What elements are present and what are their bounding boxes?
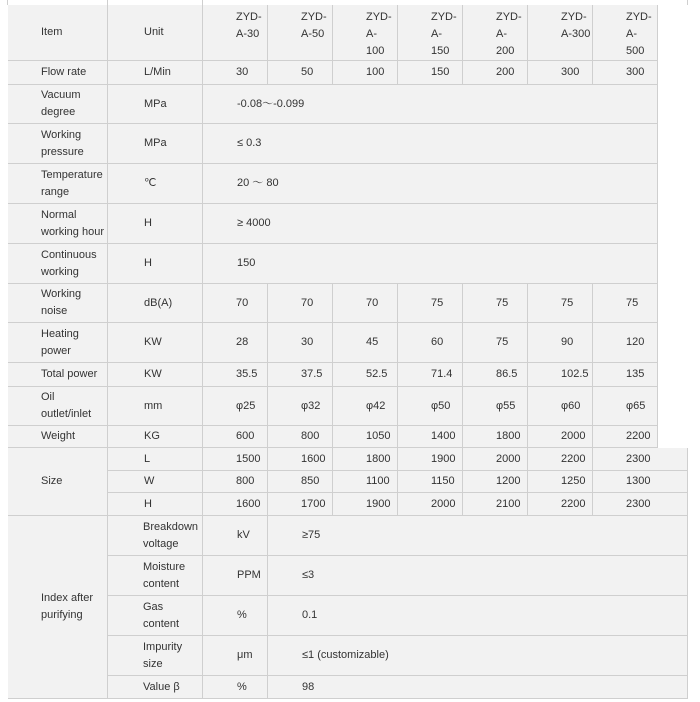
size-L-6-text: 2300 (626, 452, 651, 465)
cell-working_noise-6-text: 75 (626, 296, 639, 309)
cell-oil_outlet_inlet-3-text: φ50 (431, 399, 451, 412)
size-L-2-text: 1800 (366, 452, 391, 465)
cell-weight-5 (528, 426, 593, 448)
index-value-breakdown_voltage (268, 516, 688, 556)
row-unit-heating_power-text: KW (144, 336, 162, 348)
size-H-4-text: 2100 (496, 497, 521, 510)
size-W-6-text: 1300 (626, 475, 651, 487)
size-H-5-text: 2200 (561, 497, 586, 510)
row-unit-working_pressure-text: MPa (144, 137, 167, 149)
header-model-6 (593, 5, 658, 61)
row-unit-flow_rate-text: L/Min (144, 66, 171, 78)
cell-flow_rate-4-text: 200 (496, 66, 515, 78)
cell-heating_power-0-text: 28 (236, 336, 249, 348)
cell-total_power-0 (203, 363, 268, 387)
cell-working_noise-1-text: 70 (301, 296, 314, 309)
cell-flow_rate-2-text: 100 (366, 66, 385, 78)
size-W-4 (463, 471, 528, 493)
size-W-6 (593, 471, 688, 493)
size-label (8, 448, 108, 516)
cell-oil_outlet_inlet-1-text: φ32 (301, 399, 321, 412)
cell-oil_outlet_inlet-3 (398, 387, 463, 426)
row-label-vacuum_degree (8, 85, 108, 124)
cell-flow_rate-1 (268, 61, 333, 85)
cell-continuous_working (203, 244, 658, 284)
cell-heating_power-4-text: 75 (496, 336, 509, 348)
cell-flow_rate-5 (528, 61, 593, 85)
index-unit-value_beta (203, 676, 268, 699)
cell-working_noise-1 (268, 284, 333, 323)
cell-weight-1-text: 800 (301, 430, 320, 442)
row-unit-vacuum_degree-text: MPa (144, 97, 167, 110)
cell-oil_outlet_inlet-0 (203, 387, 268, 426)
cell-heating_power-3 (398, 323, 463, 363)
row-unit-oil_outlet_inlet (108, 387, 203, 426)
cell-total_power-3-text: 71.4 (431, 368, 453, 380)
size-L-2 (333, 448, 398, 471)
cell-oil_outlet_inlet-0-text: φ25 (236, 399, 256, 412)
cell-heating_power-1 (268, 323, 333, 363)
row-label-heating_power (8, 323, 108, 363)
cell-flow_rate-0-text: 30 (236, 66, 249, 78)
row-unit-total_power (108, 363, 203, 387)
index-unit-moisture_content (203, 556, 268, 596)
index-value-impurity_size-text: ≤1 (customizable) (302, 649, 389, 661)
cell-heating_power-5 (528, 323, 593, 363)
row-unit-continuous_working (108, 244, 203, 284)
row-label-normal_working_hour-text: Normal working hour (41, 208, 104, 238)
index-value-gas_content (268, 596, 688, 636)
header-model-4-text: ZYD- A- 200 (496, 11, 522, 57)
size-W-0-text: 800 (236, 475, 255, 487)
cell-oil_outlet_inlet-4 (463, 387, 528, 426)
cell-weight-6 (593, 426, 658, 448)
cell-weight-1 (268, 426, 333, 448)
cell-weight-0 (203, 426, 268, 448)
index-value-moisture_content-text: ≤3 (302, 569, 315, 581)
cell-total_power-6 (593, 363, 658, 387)
size-dim-W-text: W (144, 475, 155, 487)
size-dim-H (108, 493, 203, 516)
row-label-working_pressure (8, 124, 108, 164)
row-label-weight (8, 426, 108, 448)
index-label-value_beta-text: Value β (143, 680, 180, 693)
row-label-temperature_range (8, 164, 108, 204)
header-model-3 (398, 5, 463, 61)
header-model-3-text: ZYD- A- 150 (431, 11, 457, 57)
size-L-0-text: 1500 (236, 452, 261, 465)
cell-weight-3 (398, 426, 463, 448)
cell-normal_working_hour (203, 204, 658, 244)
index-label-gas_content-text: Gas content (143, 600, 180, 630)
cell-working_noise-2 (333, 284, 398, 323)
row-unit-continuous_working-text: H (144, 257, 152, 269)
size-H-4 (463, 493, 528, 516)
index-label-gas_content (108, 596, 203, 636)
index-unit-gas_content (203, 596, 268, 636)
index-label-value_beta (108, 676, 203, 699)
cell-total_power-4-text: 86.5 (496, 368, 518, 380)
row-label-heating_power-text: Heating power (41, 327, 79, 357)
cell-flow_rate-6 (593, 61, 658, 85)
size-W-5-text: 1250 (561, 475, 586, 487)
size-dim-L (108, 448, 203, 471)
index-unit-impurity_size-text: μm (237, 649, 253, 661)
index-unit-gas_content-text: % (237, 609, 247, 621)
cell-vacuum_degree-text: -0.08～-0.099 (237, 97, 305, 110)
index-label-moisture_content (108, 556, 203, 596)
size-W-2-text: 1100 (366, 475, 390, 487)
size-L-1 (268, 448, 333, 471)
cell-heating_power-3-text: 60 (431, 336, 444, 348)
row-label-continuous_working-text: Continuous working (41, 248, 97, 278)
row-label-oil_outlet_inlet (8, 387, 108, 426)
index-label-breakdown_voltage (108, 516, 203, 556)
cell-temperature_range (203, 164, 658, 204)
cell-flow_rate-0 (203, 61, 268, 85)
row-unit-normal_working_hour (108, 204, 203, 244)
size-W-3 (398, 471, 463, 493)
row-label-working_pressure-text: Working pressure (41, 128, 84, 158)
index-unit-impurity_size (203, 636, 268, 676)
index-label-moisture_content-text: Moisture content (143, 560, 186, 590)
cell-total_power-5-text: 102.5 (561, 368, 589, 380)
cell-oil_outlet_inlet-6-text: φ65 (626, 399, 646, 412)
cell-flow_rate-3 (398, 61, 463, 85)
cell-flow_rate-3-text: 150 (431, 66, 450, 78)
index-label (8, 516, 108, 699)
size-dim-L-text: L (144, 452, 151, 465)
cell-total_power-1 (268, 363, 333, 387)
size-H-1-text: 1700 (301, 497, 326, 510)
cell-total_power-5 (528, 363, 593, 387)
size-H-0 (203, 493, 268, 516)
size-dim-W (108, 471, 203, 493)
size-W-4-text: 1200 (496, 475, 521, 487)
cell-total_power-1-text: 37.5 (301, 368, 323, 380)
row-label-flow_rate-text: Flow rate (41, 66, 87, 78)
cell-working_pressure-text: ≤ 0.3 (237, 137, 262, 149)
row-label-weight-text: Weight (41, 430, 76, 442)
cell-heating_power-2-text: 45 (366, 336, 379, 348)
size-H-2 (333, 493, 398, 516)
cell-working_noise-0 (203, 284, 268, 323)
row-label-oil_outlet_inlet-text: Oil outlet/inlet (41, 391, 92, 420)
size-W-1 (268, 471, 333, 493)
row-unit-working_noise (108, 284, 203, 323)
cell-heating_power-1-text: 30 (301, 336, 314, 348)
cell-flow_rate-1-text: 50 (301, 66, 314, 78)
row-unit-vacuum_degree (108, 85, 203, 124)
size-W-3-text: 1150 (431, 475, 455, 487)
header-model-1 (268, 5, 333, 61)
size-W-5 (528, 471, 593, 493)
row-unit-temperature_range (108, 164, 203, 204)
cell-weight-2-text: 1050 (366, 430, 391, 442)
cell-weight-5-text: 2000 (561, 430, 586, 442)
size-L-4 (463, 448, 528, 471)
cell-oil_outlet_inlet-2 (333, 387, 398, 426)
index-value-value_beta-text: 98 (302, 680, 315, 693)
row-unit-total_power-text: KW (144, 368, 162, 380)
cell-weight-4-text: 1800 (496, 430, 521, 442)
header-model-2-text: ZYD- A- 100 (366, 11, 392, 57)
cell-working_noise-6 (593, 284, 658, 323)
size-W-2 (333, 471, 398, 493)
index-label-impurity_size-text: Impurity size (143, 640, 183, 670)
cell-working_pressure (203, 124, 658, 164)
row-unit-weight (108, 426, 203, 448)
cell-weight-6-text: 2200 (626, 430, 651, 442)
row-label-vacuum_degree-text: Vacuum degree (41, 89, 81, 118)
row-label-temperature_range-text: Temperature range (41, 168, 103, 198)
size-label-text: Size (41, 475, 63, 487)
size-H-6 (593, 493, 688, 516)
cell-oil_outlet_inlet-5 (528, 387, 593, 426)
row-unit-flow_rate (108, 61, 203, 85)
index-unit-breakdown_voltage (203, 516, 268, 556)
size-L-6 (593, 448, 688, 471)
cell-heating_power-5-text: 90 (561, 336, 574, 348)
row-label-working_noise-text: Working noise (41, 288, 82, 317)
cell-heating_power-0 (203, 323, 268, 363)
index-value-gas_content-text: 0.1 (302, 609, 318, 621)
cell-temperature_range-text: 20 ～ 80 (237, 177, 279, 189)
index-label-breakdown_voltage-text: Breakdown voltage (143, 520, 199, 550)
cell-oil_outlet_inlet-2-text: φ42 (366, 399, 386, 412)
cell-working_noise-3 (398, 284, 463, 323)
size-L-1-text: 1600 (301, 452, 326, 465)
size-L-4-text: 2000 (496, 452, 521, 465)
index-unit-value_beta-text: % (237, 680, 247, 693)
index-value-moisture_content (268, 556, 688, 596)
cell-flow_rate-2 (333, 61, 398, 85)
header-model-0-text: ZYD- A-30 (236, 11, 262, 40)
header-item (8, 5, 108, 61)
size-dim-H-text: H (144, 497, 152, 510)
size-H-5 (528, 493, 593, 516)
index-unit-breakdown_voltage-text: kV (237, 529, 250, 541)
header-model-5 (528, 5, 593, 61)
cell-heating_power-6 (593, 323, 658, 363)
cell-working_noise-2-text: 70 (366, 296, 379, 309)
cell-flow_rate-5-text: 300 (561, 66, 580, 78)
row-unit-heating_power (108, 323, 203, 363)
index-unit-moisture_content-text: PPM (237, 569, 261, 581)
index-value-value_beta (268, 676, 688, 699)
header-model-5-text: ZYD- A-300 (561, 11, 591, 40)
size-L-5-text: 2200 (561, 452, 586, 465)
cell-working_noise-5-text: 75 (561, 296, 574, 309)
index-value-breakdown_voltage-text: ≥75 (302, 529, 321, 541)
size-L-5 (528, 448, 593, 471)
row-unit-weight-text: KG (144, 430, 160, 442)
cell-total_power-4 (463, 363, 528, 387)
size-H-0-text: 1600 (236, 497, 261, 510)
cell-weight-4 (463, 426, 528, 448)
size-L-3-text: 1900 (431, 452, 456, 465)
cell-total_power-0-text: 35.5 (236, 368, 258, 380)
index-value-impurity_size (268, 636, 688, 676)
cell-weight-2 (333, 426, 398, 448)
size-H-3 (398, 493, 463, 516)
cell-total_power-6-text: 135 (626, 368, 645, 380)
header-model-1-text: ZYD- A-50 (301, 11, 327, 40)
cell-flow_rate-6-text: 300 (626, 66, 645, 78)
index-label-impurity_size (108, 636, 203, 676)
size-W-1-text: 850 (301, 475, 320, 487)
row-unit-temperature_range-text: ℃ (144, 177, 157, 189)
cell-total_power-2-text: 52.5 (366, 368, 388, 380)
size-H-2-text: 1900 (366, 497, 391, 510)
cell-oil_outlet_inlet-5-text: φ60 (561, 399, 581, 412)
row-label-working_noise (8, 284, 108, 323)
row-label-total_power (8, 363, 108, 387)
size-H-6-text: 2300 (626, 497, 651, 510)
size-H-1 (268, 493, 333, 516)
row-unit-working_pressure (108, 124, 203, 164)
row-label-continuous_working (8, 244, 108, 284)
header-item-text: Item (41, 26, 63, 38)
cell-working_noise-4-text: 75 (496, 296, 509, 309)
row-label-normal_working_hour (8, 204, 108, 244)
cell-oil_outlet_inlet-4-text: φ55 (496, 399, 516, 412)
cell-working_noise-3-text: 75 (431, 296, 444, 309)
row-label-flow_rate (8, 61, 108, 85)
cell-continuous_working-text: 150 (237, 257, 256, 269)
row-unit-oil_outlet_inlet-text: mm (144, 399, 163, 412)
cell-heating_power-2 (333, 323, 398, 363)
cell-vacuum_degree (203, 85, 658, 124)
size-W-0 (203, 471, 268, 493)
header-model-0 (203, 5, 268, 61)
size-L-3 (398, 448, 463, 471)
index-label-text: Index after purifying (41, 592, 93, 621)
cell-oil_outlet_inlet-6 (593, 387, 658, 426)
cell-weight-0-text: 600 (236, 430, 255, 442)
cell-heating_power-4 (463, 323, 528, 363)
cell-heating_power-6-text: 120 (626, 336, 645, 348)
cell-total_power-3 (398, 363, 463, 387)
row-unit-working_noise-text: dB(A) (144, 296, 173, 309)
cell-normal_working_hour-text: ≥ 4000 (237, 217, 271, 229)
cell-flow_rate-4 (463, 61, 528, 85)
cell-working_noise-4 (463, 284, 528, 323)
header-unit (108, 5, 203, 61)
row-label-total_power-text: Total power (41, 368, 98, 380)
cell-working_noise-0-text: 70 (236, 296, 249, 309)
cell-total_power-2 (333, 363, 398, 387)
header-model-6-text: ZYD- A- 500 (626, 11, 652, 57)
size-H-3-text: 2000 (431, 497, 456, 510)
header-unit-text: Unit (144, 26, 164, 38)
cell-working_noise-5 (528, 284, 593, 323)
cell-weight-3-text: 1400 (431, 430, 456, 442)
header-model-2 (333, 5, 398, 61)
cell-oil_outlet_inlet-1 (268, 387, 333, 426)
row-unit-normal_working_hour-text: H (144, 217, 152, 229)
size-L-0 (203, 448, 268, 471)
header-model-4 (463, 5, 528, 61)
